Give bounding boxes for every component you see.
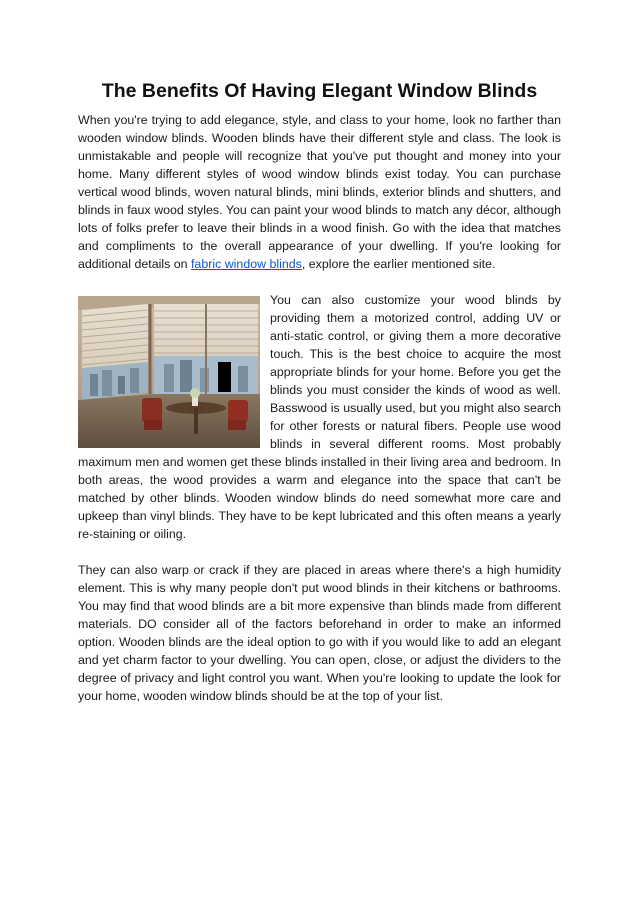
room-blinds-photo <box>78 296 260 448</box>
paragraph-gap-2 <box>78 543 561 561</box>
blinds-room-illustration <box>78 296 260 448</box>
paragraph-humidity: They can also warp or crack if they are placed in areas where there's a high humidity element. This is why many people don't put wood blinds in their kitchens or bathrooms. You may find that wood blinds are a bit more expensive than blinds made from different materials. DO consider all of the factors beforehand in order to make an informed option. Wooden blinds are the ideal option to go with if you would like to add an elegant and yet charm factor to your dwelling. You can open, close, or adjust the dividers to the degree of privacy and light control you want. When you're looking to update the look for your home, wooden window blinds should be at the top of your list. <box>78 563 561 703</box>
intro-text-end: , explore the earlier mentioned site. <box>301 257 496 271</box>
fabric-window-blinds-link[interactable]: fabric window blinds <box>190 257 302 271</box>
paragraph-customize: You can also customize your wood blinds by providing them a motorized control, adding UV or anti-static control, or giving them a more decorative touch. This is the best choice to acquire the most appropriate blinds for your home. Before you get the blinds you must consider the kinds of wood as well. Basswood is usually used, but you might also search for other forests or natural fibers. People use wood blinds in several different rooms. Most probably maximum men and women get these blinds installed in their living area and bedroom. In both areas, the wood provides a warm and elegance into the space that can't be matched by other blinds. Wooden window blinds do need somewhat more care and upkeep than vinyl blinds. They have to be kept lubricated and this often means a yearly re-staining or oiling. <box>78 293 561 541</box>
paragraph-gap <box>78 273 561 291</box>
document-page <box>78 78 561 705</box>
document-title: The Benefits Of Having Elegant Window Blinds <box>101 80 538 102</box>
intro-text: When you're trying to add elegance, style, and class to your home, look no farther than wooden window blinds. Wooden blinds have their different style and class. The look is unmistakable and people will recognize that you've put thought and money into your home. Many different styles of wood window blinds exist today. You can purchase vertical wood blinds, woven natural blinds, mini blinds, exterior blinds and shutters, and blinds in faux wood styles. You can paint your wood blinds to match any décor, although lots of folks prefer to leave their blinds in a wood finish. Go with the idea that matches and compliments to the overall appearance of your dwelling. If you're looking for additional details on <box>78 113 561 271</box>
paragraph-intro <box>78 111 561 273</box>
